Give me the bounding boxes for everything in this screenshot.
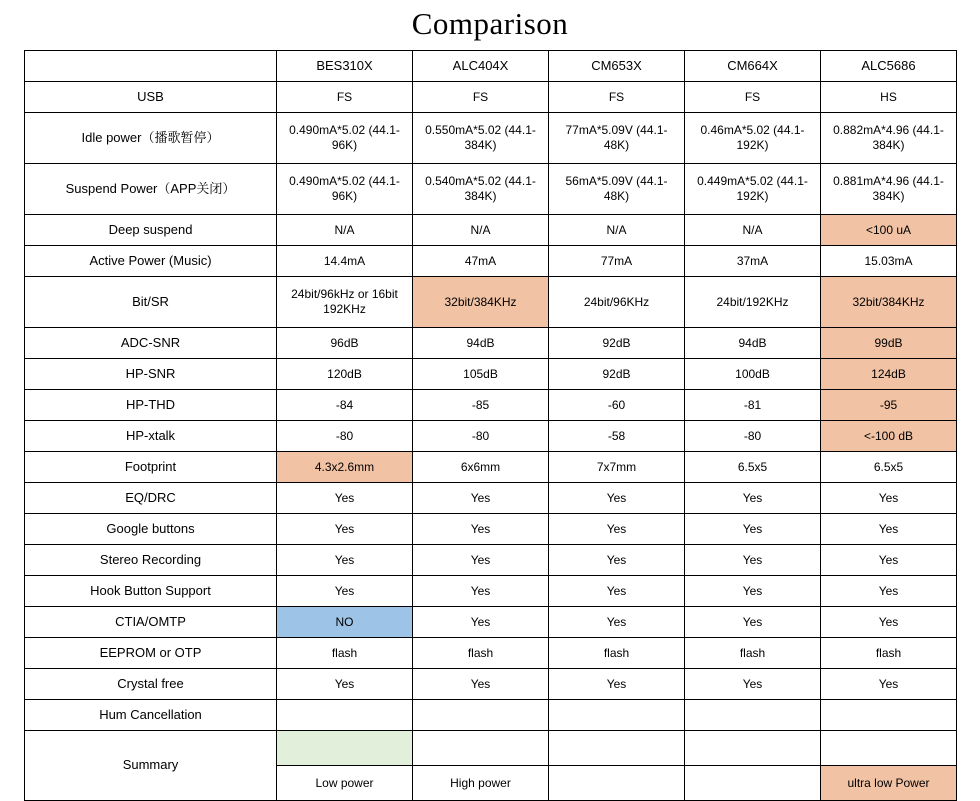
table-cell: 77mA*5.09V (44.1-48K) bbox=[549, 113, 685, 164]
summary-cell-top bbox=[685, 731, 821, 766]
table-cell: 7x7mm bbox=[549, 452, 685, 483]
table-cell: Yes bbox=[821, 483, 957, 514]
table-cell: N/A bbox=[685, 215, 821, 246]
page-title: Comparison bbox=[411, 6, 569, 41]
table-cell: -95 bbox=[821, 390, 957, 421]
table-cell: Yes bbox=[549, 483, 685, 514]
row-label: HP-xtalk bbox=[25, 421, 277, 452]
table-cell: -84 bbox=[277, 390, 413, 421]
table-cell: Yes bbox=[821, 545, 957, 576]
table-cell: flash bbox=[549, 638, 685, 669]
table-cell: 0.881mA*4.96 (44.1-384K) bbox=[821, 164, 957, 215]
table-cell: Yes bbox=[685, 607, 821, 638]
table-row bbox=[25, 164, 957, 215]
table-cell: Yes bbox=[413, 483, 549, 514]
table-cell: Yes bbox=[685, 545, 821, 576]
table-cell: -58 bbox=[549, 421, 685, 452]
summary-cell-bottom bbox=[549, 766, 685, 801]
table-header-cell: ALC404X bbox=[413, 51, 549, 82]
table-cell: 4.3x2.6mm bbox=[277, 452, 413, 483]
table-row bbox=[25, 576, 957, 607]
table-cell: Yes bbox=[413, 607, 549, 638]
comparison-table bbox=[24, 50, 957, 801]
table-cell: 47mA bbox=[413, 246, 549, 277]
table-header-cell: ALC5686 bbox=[821, 51, 957, 82]
table-cell: 0.490mA*5.02 (44.1-96K) bbox=[277, 113, 413, 164]
table-cell: 94dB bbox=[685, 328, 821, 359]
table-cell: 6x6mm bbox=[413, 452, 549, 483]
table-cell: 99dB bbox=[821, 328, 957, 359]
table-row bbox=[25, 638, 957, 669]
table-row bbox=[25, 700, 957, 731]
summary-cell-bottom bbox=[685, 766, 821, 801]
table-cell: N/A bbox=[413, 215, 549, 246]
table-cell: 0.449mA*5.02 (44.1-192K) bbox=[685, 164, 821, 215]
table-cell: Yes bbox=[413, 576, 549, 607]
table-cell: Yes bbox=[549, 514, 685, 545]
table-cell: 24bit/96KHz bbox=[549, 277, 685, 328]
row-label: USB bbox=[25, 82, 277, 113]
row-label: Stereo Recording bbox=[25, 545, 277, 576]
table-cell: flash bbox=[413, 638, 549, 669]
table-cell: Yes bbox=[413, 669, 549, 700]
table-cell bbox=[685, 700, 821, 731]
row-label: Footprint bbox=[25, 452, 277, 483]
row-label: Google buttons bbox=[25, 514, 277, 545]
table-cell: HS bbox=[821, 82, 957, 113]
table-cell: 0.490mA*5.02 (44.1-96K) bbox=[277, 164, 413, 215]
row-label: HP-THD bbox=[25, 390, 277, 421]
table-cell: -60 bbox=[549, 390, 685, 421]
table-header-row bbox=[25, 51, 957, 82]
summary-cell-bottom: Low power bbox=[277, 766, 413, 801]
table-cell: Yes bbox=[413, 514, 549, 545]
table-row bbox=[25, 669, 957, 700]
table-row bbox=[25, 452, 957, 483]
document-page bbox=[0, 6, 980, 790]
summary-cell-top bbox=[821, 731, 957, 766]
table-cell: Yes bbox=[277, 545, 413, 576]
table-row bbox=[25, 390, 957, 421]
table-cell: 100dB bbox=[685, 359, 821, 390]
table-row bbox=[25, 328, 957, 359]
table-cell: Yes bbox=[685, 669, 821, 700]
table-cell: Yes bbox=[549, 607, 685, 638]
table-row bbox=[25, 421, 957, 452]
table-header-cell: BES310X bbox=[277, 51, 413, 82]
comparison-table-container bbox=[0, 50, 980, 801]
row-label: CTIA/OMTP bbox=[25, 607, 277, 638]
table-cell: flash bbox=[685, 638, 821, 669]
row-label: ADC-SNR bbox=[25, 328, 277, 359]
table-cell: NO bbox=[277, 607, 413, 638]
table-cell: 105dB bbox=[413, 359, 549, 390]
summary-row-top bbox=[25, 731, 957, 766]
table-cell: Yes bbox=[685, 514, 821, 545]
row-label: EQ/DRC bbox=[25, 483, 277, 514]
table-cell: Yes bbox=[549, 576, 685, 607]
table-cell: 96dB bbox=[277, 328, 413, 359]
row-label: Active Power (Music) bbox=[25, 246, 277, 277]
summary-cell-bottom: ultra low Power bbox=[821, 766, 957, 801]
table-row bbox=[25, 277, 957, 328]
table-cell: 37mA bbox=[685, 246, 821, 277]
table-cell bbox=[277, 700, 413, 731]
row-label: Hum Cancellation bbox=[25, 700, 277, 731]
table-header-corner bbox=[25, 51, 277, 82]
table-cell: FS bbox=[685, 82, 821, 113]
table-cell: FS bbox=[413, 82, 549, 113]
table-cell: -80 bbox=[413, 421, 549, 452]
table-cell: <100 uA bbox=[821, 215, 957, 246]
table-cell: Yes bbox=[685, 576, 821, 607]
table-cell: Yes bbox=[277, 514, 413, 545]
table-cell: Yes bbox=[821, 607, 957, 638]
table-row bbox=[25, 113, 957, 164]
row-label: Deep suspend bbox=[25, 215, 277, 246]
table-cell: Yes bbox=[277, 483, 413, 514]
table-cell: 92dB bbox=[549, 328, 685, 359]
table-cell: Yes bbox=[821, 669, 957, 700]
table-cell: 32bit/384KHz bbox=[413, 277, 549, 328]
table-cell: 14.4mA bbox=[277, 246, 413, 277]
table-cell: Yes bbox=[277, 669, 413, 700]
table-cell: flash bbox=[821, 638, 957, 669]
table-row bbox=[25, 359, 957, 390]
table-cell: 94dB bbox=[413, 328, 549, 359]
table-body bbox=[25, 51, 957, 801]
row-label: EEPROM or OTP bbox=[25, 638, 277, 669]
table-row bbox=[25, 607, 957, 638]
summary-cell-top bbox=[413, 731, 549, 766]
table-cell: -80 bbox=[685, 421, 821, 452]
table-header-cell: CM664X bbox=[685, 51, 821, 82]
table-cell: 0.540mA*5.02 (44.1-384K) bbox=[413, 164, 549, 215]
row-label: Suspend Power（APP关闭） bbox=[25, 164, 277, 215]
table-cell: flash bbox=[277, 638, 413, 669]
table-cell: 24bit/192KHz bbox=[685, 277, 821, 328]
table-cell: -85 bbox=[413, 390, 549, 421]
table-cell: 77mA bbox=[549, 246, 685, 277]
table-cell: 92dB bbox=[549, 359, 685, 390]
table-cell: Yes bbox=[821, 514, 957, 545]
table-cell: Yes bbox=[549, 669, 685, 700]
table-cell: Yes bbox=[277, 576, 413, 607]
table-cell: FS bbox=[277, 82, 413, 113]
table-row bbox=[25, 246, 957, 277]
row-label: HP-SNR bbox=[25, 359, 277, 390]
table-cell: Yes bbox=[549, 545, 685, 576]
table-cell bbox=[549, 700, 685, 731]
table-cell: 0.46mA*5.02 (44.1-192K) bbox=[685, 113, 821, 164]
table-cell: N/A bbox=[277, 215, 413, 246]
table-cell: 124dB bbox=[821, 359, 957, 390]
table-cell: FS bbox=[549, 82, 685, 113]
table-cell: 24bit/96kHz or 16bit 192KHz bbox=[277, 277, 413, 328]
row-label: Idle power（播歌暂停） bbox=[25, 113, 277, 164]
summary-cell-top bbox=[549, 731, 685, 766]
table-row bbox=[25, 82, 957, 113]
table-row bbox=[25, 215, 957, 246]
row-label: Bit/SR bbox=[25, 277, 277, 328]
table-cell: 0.550mA*5.02 (44.1-384K) bbox=[413, 113, 549, 164]
table-header-cell: CM653X bbox=[549, 51, 685, 82]
table-cell: 56mA*5.09V (44.1-48K) bbox=[549, 164, 685, 215]
table-row bbox=[25, 514, 957, 545]
table-cell: Yes bbox=[821, 576, 957, 607]
summary-cell-bottom: High power bbox=[413, 766, 549, 801]
table-cell: Yes bbox=[685, 483, 821, 514]
row-label: Hook Button Support bbox=[25, 576, 277, 607]
table-cell: 6.5x5 bbox=[685, 452, 821, 483]
table-cell: <-100 dB bbox=[821, 421, 957, 452]
summary-label: Summary bbox=[25, 731, 277, 801]
table-cell: 6.5x5 bbox=[821, 452, 957, 483]
table-cell: Yes bbox=[413, 545, 549, 576]
table-row bbox=[25, 545, 957, 576]
table-cell: -80 bbox=[277, 421, 413, 452]
table-row bbox=[25, 483, 957, 514]
row-label: Crystal free bbox=[25, 669, 277, 700]
table-cell: -81 bbox=[685, 390, 821, 421]
summary-cell-top bbox=[277, 731, 413, 766]
table-cell: 32bit/384KHz bbox=[821, 277, 957, 328]
table-cell: 120dB bbox=[277, 359, 413, 390]
table-cell: 0.882mA*4.96 (44.1-384K) bbox=[821, 113, 957, 164]
table-cell: N/A bbox=[549, 215, 685, 246]
table-cell bbox=[821, 700, 957, 731]
table-cell: 15.03mA bbox=[821, 246, 957, 277]
table-cell bbox=[413, 700, 549, 731]
